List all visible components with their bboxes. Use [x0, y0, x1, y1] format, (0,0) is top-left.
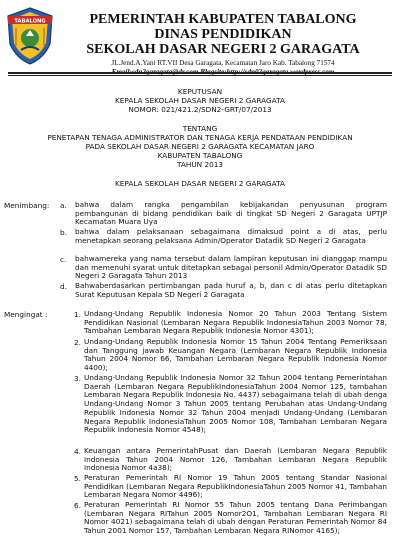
mengingat-marker-3: 3. [74, 374, 81, 383]
mengingat-marker-4: 4. [74, 447, 81, 456]
menimbang-marker-b: b. [60, 228, 67, 237]
decree-subject-2: PADA SEKOLAH DASAR NEGERI 2 GARAGATA KECAMATAN JARO [85, 142, 315, 151]
mengingat-item-3: Undang-Undang Republik Indonesia Nomor 32 Tahun 2004 tentang Pemerintahan Daerah (Lembaran Negara RepublikIndonesiaTahun 2004 Nomor 125, tambahan Lembaran Negara Republik Indonesia No. 4437) sebagaimana telah di ubah denga Undang-Undang Nomor 3 Tahun 2005 tentang Perubahan atas Undang-Undang Republik Indonesia Nomor 32 Tahun 2004 menjadi Undang-Undang (Lembaran Negara Republik IndonesiaTahun 2005 Nomor 108, Tambahan Lembaran Negara Republik Indonesia Nomor 4548); [84, 373, 387, 435]
header-divider [8, 72, 392, 74]
mengingat-item-6: Peraturan Pemerintah RI Nomor 55 Tahun 2005 tentang Dana Perimbangan (Lembaran Negara RITahun 2005 Nomor2O1, Tambahan Lembaran Negara RI Nomor 4021) sebagaimana telah di ubah dengan Peraturan Pemerintah Nomor 84 Tahun 2001 Nomor 157, Tambahan Lembaran Negara RINomor 4165); [84, 500, 387, 536]
mengingat-marker-2: 2. [74, 338, 81, 347]
decree-issuer: KEPALA SEKOLAH DASAR NEGERI 2 GARAGATA [115, 96, 285, 105]
menimbang-marker-d: d. [60, 282, 67, 291]
decree-subject-3: KABUPATEN TABALONG [157, 151, 243, 160]
decree-about: TENTANG [182, 124, 218, 133]
decree-subject-4: TAHUN 2013 [176, 160, 224, 169]
decree-subject-1: PENETAPAN TENAGA ADMINISTRATOR DAN TENAGA KERJA PENDATAAN PENDIDIKAN [47, 133, 353, 142]
mengingat-item-1: Undang-Undang Republik Indonesia Nomor 20 Tahun 2003 Tentang Sistem Pendidikan Nasional (Lembaran Negara Republik IndonesiaTahun 2003 Nomor 78, Tambahan Lembaran Negara Republik Indonesia Nomor 4301); [84, 309, 387, 336]
decree-number: NOMOR: 021/421.2/SDN2-GRT/07/2013 [128, 105, 272, 114]
mengingat-marker-5: 5. [74, 474, 81, 483]
mengingat-item-4: Keuangan antara PemerintahPusat dan Daerah (Lembaran Negara Republik Indonesia Tahun 2004 Nomor 126, Tambahan Lembaran Negara Republik Indonesia Nomor 4a38); [84, 446, 387, 473]
menimbang-item-b: bahwa dalam pelaksanaan sebagaimana dimaksud point a di atas, perlu menetapkan seorang pelaksana Admin/Operator Datadik SD Negeri 2 Garagata [75, 227, 387, 245]
menimbang-item-a: bahwa dalam rangka pengambilan kebijakandan penyusunan program pembangunan di bidang pendidikan baik di tingkat SD Negeri 2 Garagata UPTJP Kecamatan Muara Uya [75, 200, 387, 227]
mengingat-marker-6: 6. [74, 501, 81, 510]
menimbang-item-c: bahwamereka yang nama tersebut dalam lampiran keputusan ini dianggap mampu dan memenuhi syarat untuk ditetapkan sebagai personil Admin/Operator Datadik SD Negeri 2 Garagata Tahun 2013 [75, 254, 387, 281]
menimbang-marker-c: c. [60, 255, 67, 264]
letterhead [0, 0, 400, 78]
mengingat-marker-1: 1. [74, 310, 81, 319]
header-divider-thin [8, 75, 392, 76]
decree-heading: KEPALA SEKOLAH DASAR NEGERI 2 GARAGATA [115, 179, 285, 188]
menimbang-label: Menimbang: [4, 201, 50, 210]
mengingat-item-2: Undang-Undang Republik Indonesia Nomor 15 Tahun 2004 Tentang Pemeriksaan dan Tanggung jawab Keuangan Negara (Lembaran Negara Republik Indonesia Tahun 2004 Nomor 66, Tambahan Lembaran Negara Republik Indonesia Nomor 4400); [84, 337, 387, 373]
regency-emblem-icon [4, 6, 56, 66]
header-address: JL.Jend.A.Yani RT.VII Desa Garagata, Kecamatan Jaro Kab. Tabalong 71574 [111, 59, 335, 67]
decree-title: KEPUTUSAN [177, 87, 223, 96]
mengingat-label: Mengingat : [4, 310, 48, 319]
logo-caption: TABALONG [14, 18, 46, 25]
header-department: DINAS PENDIDIKAN [154, 27, 292, 42]
menimbang-marker-a: a. [60, 201, 67, 210]
header-school: SEKOLAH DASAR NEGERI 2 GARAGATA [86, 42, 360, 57]
header-government: PEMERINTAH KABUPATEN TABALONG [89, 12, 357, 27]
mengingat-item-5: Peraturan Pemerintah RI Nomor 19 Tahun 2005 tentang Standar Nasional Pendidikan (Lembaran Negara RepublikIndonesiaTahun 2005 Nomor 41, Tambahan Lembaran Negara Nomor 4496); [84, 473, 387, 500]
menimbang-item-d: Bahwaberdasarkan pertimbangan pada huruf a, b, dan c di atas perlu ditetapkan Surat Keputusan Kepala SD Negeri 2 Garagata [75, 281, 387, 299]
